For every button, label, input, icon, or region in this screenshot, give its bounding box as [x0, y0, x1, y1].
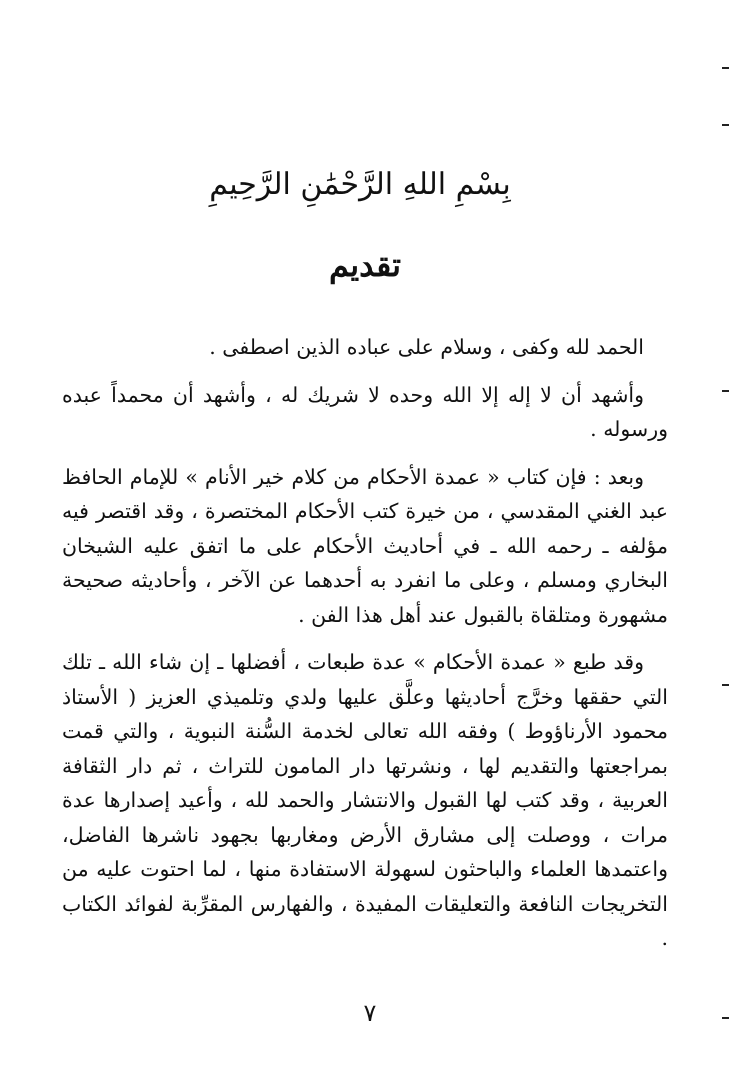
margin-mark	[722, 684, 729, 686]
paragraph-book-intro: وبعد : فإن كتاب « عمدة الأحكام من كلام خير الأنام » للإمام الحافظ عبد الغني المقدسي ، من خيرة كتب الأحكام المختصرة ، وقد اقتصر فيه مؤلفه ـ رحمه الله ـ في أحاديث الأحكام على ما اتفق عليه الشيخان البخاري ومسلم ، وعلى ما انفرد به أحدهما عن الآخر ، وأحاديثه صحيحة مشهورة ومتلقاة بالقبول عند أهل هذا الفن .	[62, 464, 668, 627]
paragraph-shahada: وأشهد أن لا إله إلا الله وحده لا شريك له ، وأشهد أن محمداً عبده ورسوله .	[62, 382, 668, 441]
margin-mark	[722, 1017, 729, 1019]
margin-mark	[722, 124, 729, 126]
body-text	[62, 330, 668, 969]
margin-mark	[722, 67, 729, 69]
basmala-calligraphy: بِسْمِ اللهِ الرَّحْمَٰنِ الرَّحِيمِ	[209, 167, 511, 202]
page-title: تقديم	[328, 246, 402, 284]
margin-mark	[722, 390, 729, 392]
paragraph-praise: الحمد لله وكفى ، وسلام على عباده الذين اصطفى .	[209, 335, 644, 359]
paragraph-editions: وقد طبع « عمدة الأحكام » عدة طبعات ، أفضلها ـ إن شاء الله ـ تلك التي حققها وخرَّج أحاديثها وعلَّق عليها ولدي وتلميذي العزيز ( الأستاذ محمود الأرناؤوط ) وفقه الله تعالى لخدمة السُّنة النبوية ، والتي قمت بمراجعتها والتقديم لها ، ونشرتها دار المامون للتراث ، ثم دار الثقافة العربية ، وقد كتب لها القبول والانتشار والحمد لله ، وأعيد إصدارها عدة مرات ، ووصلت إلى مشارق الأرض ومغاربها بجهود ناشرها الفاضل، واعتمدها العلماء والباحثون لسهولة الاستفادة منها ، لما احتوت عليه من التخريجات النافعة والتعليقات المفيدة ، والفهارس المقرِّبة لفوائد الكتاب .	[62, 650, 668, 950]
page-number: ٧	[363, 999, 377, 1027]
